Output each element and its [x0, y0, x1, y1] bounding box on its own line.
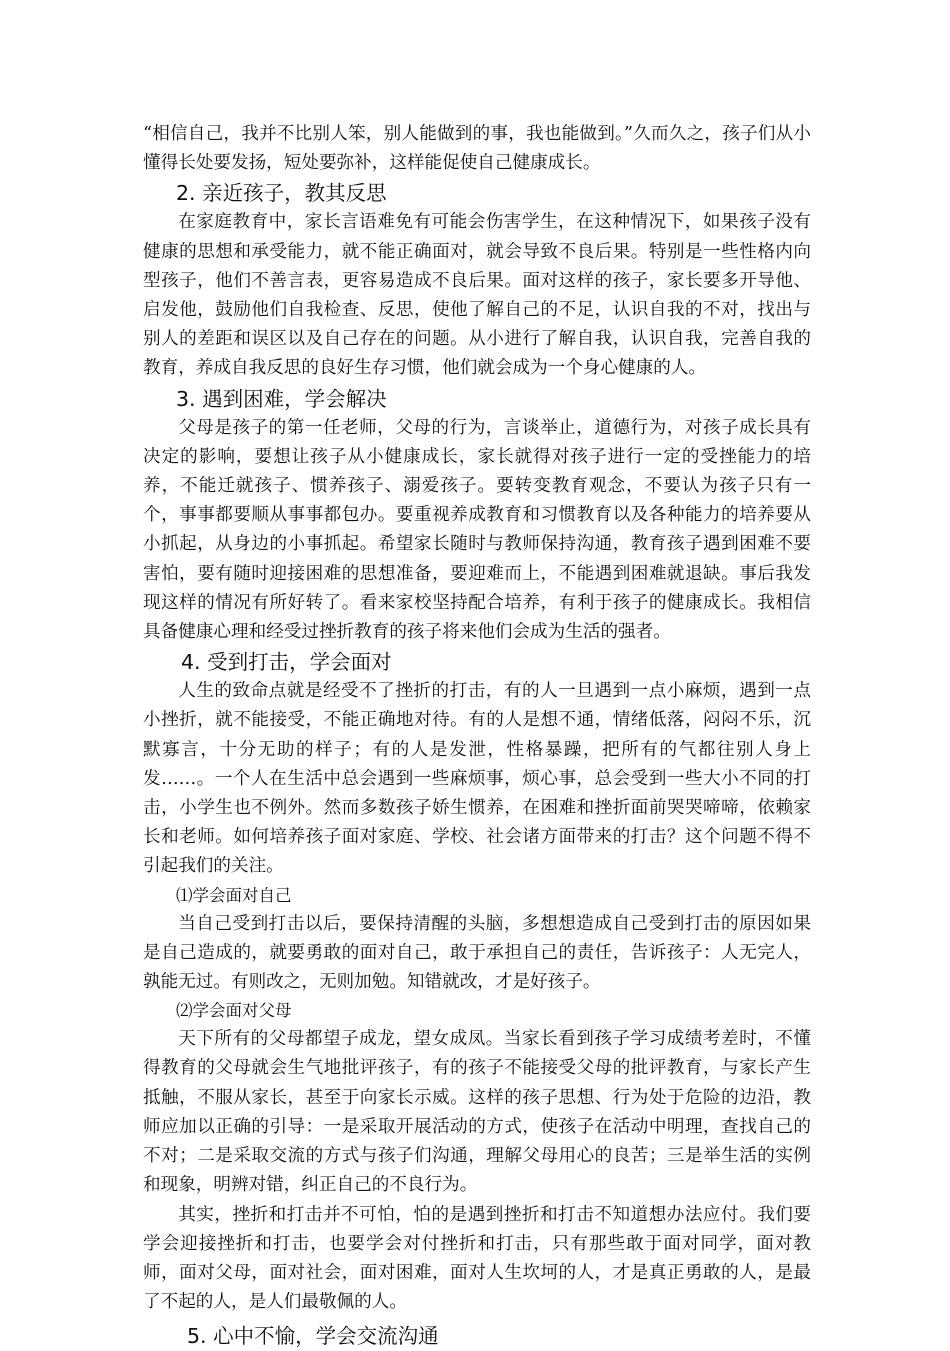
section-heading-2: 2. 亲近孩子，教其反思 — [176, 181, 387, 206]
paragraph-face-self: 当自己受到打击以后，要保持清醒的头脑，多想想造成自己受到打击的原因如果是自己造成的，就要勇敢的面对自己，敢于承担自己的责任，告诉孩子：人无完人，孰能无过。有则改之，无则加勉。知错就改，才是好孩子。 — [143, 913, 811, 993]
paragraph-intro-continuation: “相信自己，我并不比别人笨，别人能做到的事，我也能做到。”久而久之，孩子们从小懂得长处要发扬，短处要弥补，这样能促使自己健康成长。 — [143, 124, 811, 174]
section-heading-5: 5. 心中不愉，学会交流沟通 — [187, 1324, 439, 1349]
subheading-face-parents: ⑵学会面对父母 — [176, 1001, 292, 1021]
subheading-face-self: ⑴学会面对自己 — [176, 885, 292, 905]
paragraph-conclusion: 其实，挫折和打击并不可怕，怕的是遇到挫折和打击不知道想办法应付。我们要学会迎接挫折和打击，也要学会对付挫折和打击，只有那些敢于面对同学，面对教师，面对父母，面对社会，面对困难，面对人生坎坷的人，才是真正勇敢的人，是最了不起的人，是人们最敬佩的人。 — [143, 1204, 811, 1313]
paragraph-section-4: 人生的致命点就是经受不了挫折的打击，有的人一旦遇到一点小麻烦，遇到一点小挫折，就不能接受，不能正确地对待。有的人是想不通，情绪低落，闷闷不乐，沉默寡言，十分无助的样子；有的人是发泄，性格暴躁，把所有的气都往别人身上发……。一个人在生活中总会遇到一些麻烦事，烦心事，总会受到一些大小不同的打击，小学生也不例外。然而多数孩子娇生惯养，在困难和挫折面前哭哭啼啼，依赖家长和老师。如何培养孩子面对家庭、学校、社会诸方面带来的打击？这个问题不得不引起我们的关注。 — [143, 681, 811, 877]
paragraph-section-2: 在家庭教育中，家长言语难免有可能会伤害学生，在这种情况下，如果孩子没有健康的思想和承受能力，就不能正确面对，就会导致不良后果。特别是一些性格内向型孩子，他们不善言表，更容易造成不良后果。面对这样的孩子，家长要多开导他、启发他，鼓励他们自我检查、反思，使他了解自己的不足，认识自我的不对，找出与别人的差距和误区以及自己存在的问题。从小进行了解自我，认识自我，完善自我的教育，养成自我反思的良好生存习惯，他们就会成为一个身心健康的人。 — [143, 212, 811, 379]
paragraph-section-3: 父母是孩子的第一任老师，父母的行为，言谈举止，道德行为，对孩子成长具有决定的影响，要想让孩子从小健康成长，家长就得对孩子进行一定的受挫能力的培养，不能迁就孩子、惯养孩子、溺爱孩子。要转变教育观念，不要认为孩子只有一个，事事都要顺从事事都包办。要重视养成教育和习惯教育以及各种能力的培养要从小抓起，从身边的小事抓起。希望家长随时与教师保持沟通，教育孩子遇到困难不要害怕，要有随时迎接困难的思想准备，要迎难而上，不能遇到困难就退缺。事后我发现这样的情况有所好转了。看来家校坚持配合培养，有利于孩子的健康成长。我相信具备健康心理和经受过挫折教育的孩子将来他们会成为生活的强者。 — [143, 417, 811, 643]
section-heading-4: 4. 受到打击，学会面对 — [181, 650, 392, 675]
document-page — [143, 120, 811, 1351]
section-heading-3: 3. 遇到困难，学会解决 — [176, 386, 387, 411]
paragraph-face-parents: 天下所有的父母都望子成龙，望女成凤。当家长看到孩子学习成绩考差时，不懂得教育的父母就会生气地批评孩子，有的孩子不能接受父母的批评教育，与家长产生抵触，不服从家长，甚至于向家长示威。这样的孩子思想、行为处于危险的边沿，教师应加以正确的引导：一是采取开展活动的方式，使孩子在活动中明理，查找自己的不对；二是采取交流的方式与孩子们沟通，理解父母用心的良苦；三是举生活的实例和现象，明辨对错，纠正自己的不良行为。 — [143, 1029, 811, 1196]
